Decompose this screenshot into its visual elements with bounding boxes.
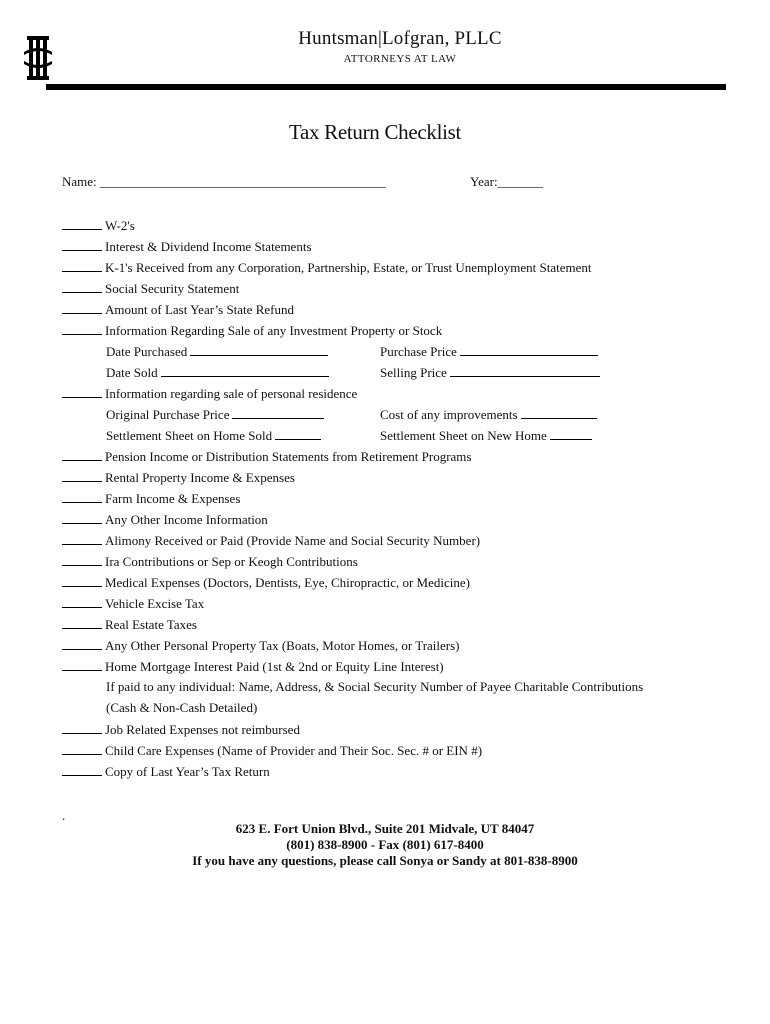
checklist-item[interactable] — [62, 763, 270, 780]
name-line[interactable]: ____________________________________________ — [99, 174, 386, 189]
checklist-item[interactable] — [62, 238, 312, 255]
settlement-new-home-field[interactable] — [380, 427, 592, 444]
checklist-item[interactable] — [62, 322, 442, 339]
checklist-item[interactable] — [62, 301, 294, 318]
item-label: Information regarding sale of personal residence — [105, 386, 358, 401]
purchase-price-label: Purchase Price — [380, 344, 457, 359]
check-blank[interactable] — [62, 217, 102, 230]
checklist-item[interactable] — [62, 217, 135, 234]
year-field[interactable] — [470, 174, 543, 190]
cost-improvements-label: Cost of any improvements — [380, 407, 518, 422]
checklist-item[interactable] — [62, 511, 268, 528]
name-label: Name: — [62, 174, 97, 189]
checklist-item[interactable] — [62, 385, 357, 402]
check-blank[interactable] — [62, 763, 102, 776]
item-label: Pension Income or Distribution Statements from Retirement Programs — [105, 449, 472, 464]
item-label: K-1's Received from any Corporation, Partnership, Estate, or Trust Unemployment Statement — [105, 260, 592, 275]
original-purchase-price-line[interactable] — [232, 406, 324, 419]
stray-mark: . — [62, 808, 66, 823]
item-label: Copy of Last Year’s Tax Return — [105, 764, 270, 779]
page-title: Tax Return Checklist — [288, 120, 462, 144]
check-blank[interactable] — [62, 322, 102, 335]
item-label: Information Regarding Sale of any Investment Property or Stock — [105, 323, 443, 338]
checklist-item[interactable] — [62, 721, 300, 738]
check-blank[interactable] — [62, 742, 102, 755]
purchase-price-line[interactable] — [460, 343, 598, 356]
item-label: Farm Income & Expenses — [105, 491, 241, 506]
date-purchased-label: Date Purchased — [106, 344, 188, 359]
check-blank[interactable] — [62, 490, 102, 503]
date-sold-label: Date Sold — [106, 365, 158, 380]
footer-contact: If you have any questions, please call Sonya or Sandy at 801-838-8900 — [192, 853, 578, 868]
checklist-item[interactable] — [62, 469, 295, 486]
checklist-item[interactable] — [62, 637, 460, 654]
check-blank[interactable] — [62, 658, 102, 671]
settlement-new-home-line[interactable] — [550, 427, 592, 440]
check-blank[interactable] — [62, 448, 102, 461]
checklist-item[interactable] — [62, 595, 204, 612]
item-label: Medical Expenses (Doctors, Dentists, Eye, Chiropractic, or Medicine) — [105, 575, 470, 590]
header-divider — [46, 84, 726, 90]
item-label: Social Security Statement — [105, 281, 240, 296]
original-purchase-price-field[interactable] — [106, 406, 324, 423]
date-purchased-line[interactable] — [190, 343, 328, 356]
item-label: W-2's — [105, 218, 135, 233]
item-label: Rental Property Income & Expenses — [105, 470, 295, 485]
settlement-home-sold-field[interactable] — [106, 427, 321, 444]
original-purchase-price-label: Original Purchase Price — [106, 407, 230, 422]
check-blank[interactable] — [62, 385, 102, 398]
item-label: Any Other Personal Property Tax (Boats, Motor Homes, or Trailers) — [105, 638, 460, 653]
year-label: Year: — [470, 174, 498, 189]
check-blank[interactable] — [62, 511, 102, 524]
checklist-item[interactable] — [62, 490, 240, 507]
item-label: Interest & Dividend Income Statements — [105, 239, 312, 254]
settlement-home-sold-label: Settlement Sheet on Home Sold — [106, 428, 273, 443]
checklist-item[interactable] — [62, 574, 470, 591]
date-sold-line[interactable] — [161, 364, 329, 377]
year-line[interactable]: _______ — [497, 174, 544, 189]
selling-price-label: Selling Price — [380, 365, 447, 380]
check-blank[interactable] — [62, 637, 102, 650]
check-blank[interactable] — [62, 595, 102, 608]
item-label: Home Mortgage Interest Paid (1st & 2nd or Equity Line Interest) — [105, 659, 444, 674]
item-label: Real Estate Taxes — [105, 617, 197, 632]
check-blank[interactable] — [62, 616, 102, 629]
checklist-item[interactable] — [62, 658, 444, 675]
check-blank[interactable] — [62, 259, 102, 272]
footer-address: 623 E. Fort Union Blvd., Suite 201 Midvale, UT 84047 — [235, 821, 535, 836]
cost-improvements-line[interactable] — [521, 406, 597, 419]
selling-price-line[interactable] — [450, 364, 600, 377]
name-field[interactable] — [62, 174, 386, 190]
check-blank[interactable] — [62, 238, 102, 251]
settlement-home-sold-line[interactable] — [275, 427, 321, 440]
selling-price-field[interactable] — [380, 364, 600, 381]
item-label: Ira Contributions or Sep or Keogh Contributions — [105, 554, 358, 569]
item-label: Vehicle Excise Tax — [105, 596, 205, 611]
mortgage-note: If paid to any individual: Name, Address, & Social Security Number of Payee Charitable Contributions — [106, 679, 644, 694]
checklist-item[interactable] — [62, 553, 358, 570]
firm-subtitle: ATTORNEYS AT LAW — [343, 53, 457, 65]
check-blank[interactable] — [62, 553, 102, 566]
check-blank[interactable] — [62, 532, 102, 545]
checklist-item[interactable] — [62, 259, 592, 276]
item-label: Job Related Expenses not reimbursed — [105, 722, 300, 737]
check-blank[interactable] — [62, 280, 102, 293]
check-blank[interactable] — [62, 469, 102, 482]
checklist-item[interactable] — [62, 742, 482, 759]
item-label: Alimony Received or Paid (Provide Name and Social Security Number) — [105, 533, 481, 548]
checklist-item[interactable] — [62, 616, 197, 633]
settlement-new-home-label: Settlement Sheet on New Home — [380, 428, 547, 443]
firm-name: Huntsman|Lofgran, PLLC — [298, 28, 502, 49]
purchase-price-field[interactable] — [380, 343, 598, 360]
check-blank[interactable] — [62, 301, 102, 314]
date-sold-field[interactable] — [106, 364, 329, 381]
item-label: Child Care Expenses (Name of Provider and Their Soc. Sec. # or EIN #) — [105, 743, 483, 758]
date-purchased-field[interactable] — [106, 343, 328, 360]
cost-improvements-field[interactable] — [380, 406, 597, 423]
mortgage-note-continued: (Cash & Non-Cash Detailed) — [106, 700, 258, 715]
firm-logo-icon — [22, 34, 54, 82]
checklist-item[interactable] — [62, 448, 471, 465]
check-blank[interactable] — [62, 721, 102, 734]
item-label: Any Other Income Information — [105, 512, 268, 527]
check-blank[interactable] — [62, 574, 102, 587]
item-label: Amount of Last Year’s State Refund — [105, 302, 294, 317]
checklist-item[interactable] — [62, 280, 239, 297]
footer-phone: (801) 838-8900 - Fax (801) 617-8400 — [286, 837, 484, 852]
checklist-item[interactable] — [62, 532, 480, 549]
